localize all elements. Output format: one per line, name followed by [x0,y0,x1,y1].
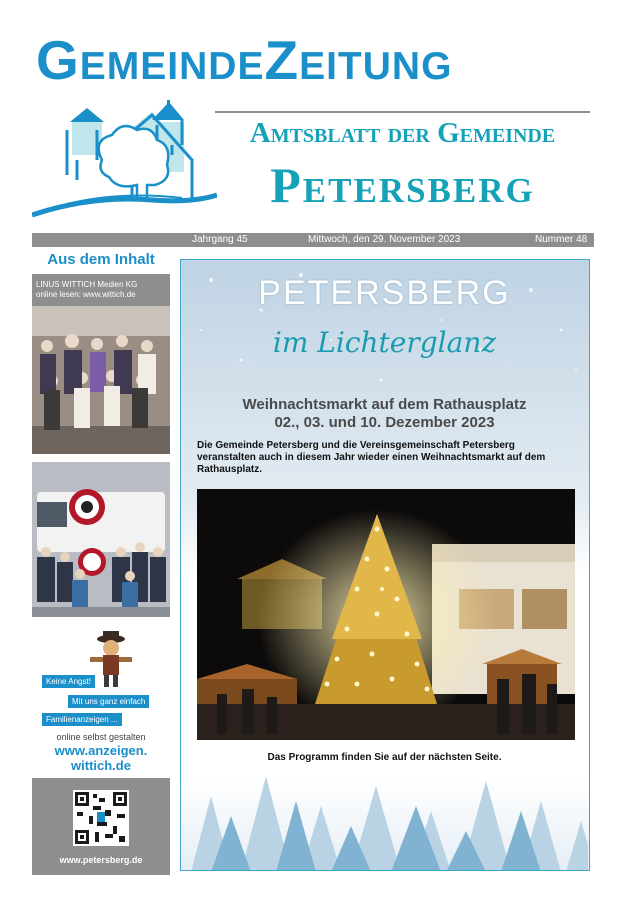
eintracht-fans-photo [32,462,170,617]
volume-label: Jahrgang 45 [192,234,248,245]
program-note: Das Programm finden Sie auf der nächsten Seite. [267,752,502,763]
ad-tag-family-ads: Familienanzeigen ... [42,713,122,726]
newspaper-title: GemeindeZeitung [36,29,453,91]
qr-code-icon[interactable] [73,790,129,846]
christmas-tree-photo [197,489,575,740]
issue-number: Nummer 48 [535,234,588,245]
publisher-name: LINUS WITTICH Medien KG [36,280,138,289]
ad-online-text: online selbst gestalten [56,732,146,742]
ad-tag-easy: Mit uns ganz einfach [68,695,149,708]
town-name: Petersberg [270,157,535,213]
castle-logo-icon [32,100,217,222]
publisher-box [32,274,170,306]
website-link[interactable]: www.petersberg.de [59,855,143,865]
publisher-online: online lesen: www.wittich.de [36,290,136,299]
feature-headline: Weihnachtsmarkt auf dem Rathausplatz [242,396,527,413]
ad-url-line1[interactable]: www.anzeigen. [54,743,148,758]
feature-intro-text: Die Gemeinde Petersberg und die Vereinsgemeinschaft Petersberg veranstalten auch in diesem Jahr wieder einen Weihnachtsmarkt auf dem Rathausplatz. [197,440,546,475]
scarecrow-mascot-icon [90,631,132,689]
ad-box [32,625,170,778]
issue-date: Mittwoch, den 29. November 2023 [308,234,461,245]
feature-dates: 02., 03. und 10. Dezember 2023 [274,414,495,431]
ad-url-line2[interactable]: wittich.de [71,758,131,773]
contents-heading: Aus dem Inhalt [47,251,155,268]
feature-article [180,259,590,871]
feature-script-title: im Lichterglanz [272,326,497,359]
feature-town-title: PETERSBERG [258,274,511,312]
issue-info-bar [32,233,594,247]
sidebar [32,247,170,875]
ad-tag-no-fear: Keine Angst! [42,675,95,688]
group-photo-children [32,306,170,454]
official-gazette-subtitle: Amtsblatt der Gemeinde [249,117,556,149]
qr-box [32,778,170,875]
masthead [36,20,596,100]
masthead-divider [215,111,590,113]
winter-trees-illustration [181,766,588,871]
